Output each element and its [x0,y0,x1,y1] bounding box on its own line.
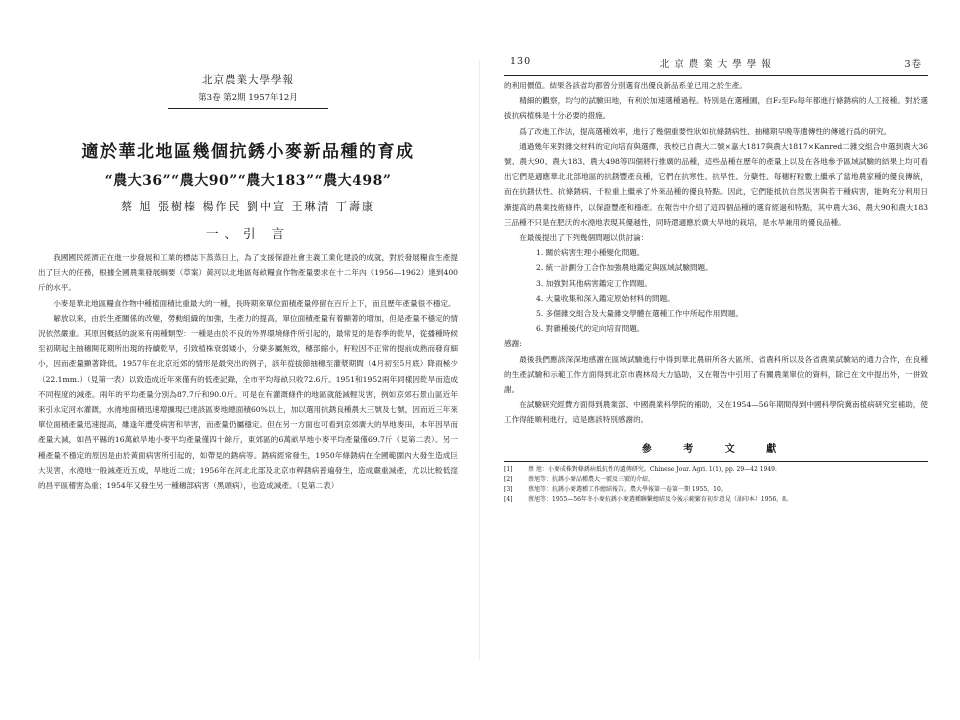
list-item: 5. 多個雜交組合及大量雜交學體在選種工作中所起作用問題。 [536,309,744,319]
body-paragraph: 我國國民經濟正在進一步發展和工業的標誌下蒸蒸日上，為了支援保證社會主義工業化建設的成就，對於發展糧食生產提出了巨大的任務，根據全國農業發展綱要（草案）黃河以北地區每畝糧食作物產量要求在十二年內（1956—1962）達到400斤的水平。 [38,253,458,293]
acknowledgement-paragraph: 在試驗研究經費方面得到農業部、中國農業科學院的補助，又在1954—56年期間得到中國科學院冀南植病研究室補助，使工作得能順利進行，這是應該特別感謝的。 [504,400,928,425]
article-subtitle: “農大36”“農大90”“農大183”“農大498” [104,173,392,189]
list-item: 6. 對雜種後代的定向培育問題。 [536,324,645,334]
author-list: 蔡 旭 張樹榛 楊作民 劉中宣 王琳清 丁壽康 [121,200,375,213]
volume-label: 3卷 [904,59,922,70]
list-item: 2. 統一計劃分工合作加強農地鑑定與區域試驗問題。 [536,263,713,273]
issue-line: 第3卷 第2期 1957年12月 [168,91,328,109]
references-rule [504,461,928,462]
reference-number: [1] [504,465,513,473]
reference-text: 蔡旭等：抗銹小麥品種農大一號及三號的介紹。 [528,475,655,483]
reference-item [504,485,928,495]
page-number: 130 [510,56,532,67]
body-paragraph: 解放以來，由於生產關係的改變，勞動組織的加強，生產力的提高，單位面積產量有着顯著的增加，但是產量不穩定的情況依然嚴重。其原因概括的說來有兩種類型：一種是由於不良的外界環境條件所引起的，最常見的是春季的乾旱，從播種時候至初期起主抽穗開花期所出現的持續乾旱，引致植株衰弱矮小，分蘖多屬無效，穗部縮小，籽粒因不正常的提前成熟而發育細小，因而產量顯著降低。1957年在北京近郊的情形是最突出的例子，該年從拔節抽穗至灌漿期間（4月初至5月底）降雨極少（22.1mm.）（見第一表）以致造成近年來僅有的低產記錄，全市平均每畝只收72.6斤。1951和1952兩年同樣因乾旱而造成不同程度的減產。兩年的平均產量分別為87.7斤和90.0斤。可是在有灌溉條件的地區就能減輕災害，例如京郊石景山區近年來引永定河水灌溉，水澆地面積迅速增擴現已達該區麥地總面積60%以上，加以選用抗銹良種農大三號及七號，因而近三年來單位面積產量迅速提高，雖逢年遭受病害和旱害，而產量仍屬穩定。但在另一方面也可看到京郊廣大的旱地麥田，本年因旱而產量大減，如昌平縣的16萬畝旱地小麥平均產量僅四十餘斤，東郊區的6萬畝旱地小麥平均產量僅69.7斤（見第二表）。另一種產量不穩定的原因是由於黃面病害所引起的，如帶見的銹病等。銹病經常發生，1950年條銹病在全國範圍內大發生造成巨大災害，水澆地一般減產近五成，旱地近二成；1956年在河北北部及北京市稈銹病普遍發生，造成嚴重減產，尤以比較低窪的昌平區稽害為重；1954年又發生另一種穗部病害（黑頭病），也造成減產。（見第二表） [38,313,458,491]
reference-number: [3] [504,485,513,493]
reference-number: [4] [504,495,513,503]
discussion-list [504,245,928,336]
reference-text: 蔡 旭：小麥成株對條銹病抵抗性的遺傳研究。Chinese Jour. Agri. 1(1), pp. 29—42 1949. [528,465,777,473]
acknowledgement-label: 感謝: [504,339,522,349]
list-item: 4. 大量收集和深入鑑定原始材料的問題。 [536,293,675,303]
body-paragraph: 在最後提出了下列幾個問題以供討論： [519,233,649,243]
reference-text: 蔡旭等：抗銹小麥選種工作總結報告。農大學報第一卷第一期 1955，10。 [528,485,727,493]
reference-item [504,465,928,475]
body-paragraph: 通過幾年來對雜交材料的定向培育與選擇，我校已自農大二號×嘉大1817與農大1817×Kanred二雜交組合中選到農大36號、農大90、農大183、農大498等四個將行推廣的品種，這些品種在歷年的產量上以及在各地參予區域試驗的結果上均可看出它們是適應華北北部地區的抗銹豐產良種，它們在抗寒性、抗旱性、分蘖性、每穗籽粒數上繼承了當地農家種的優良傳統，而在抗銹伏性、抗條銹病、千粒重上繼承了外來品種的優良特點。因此，它們能抵抗自然災害與若干種病害，能夠充分利用日漸提高的農業技術條件，以保證豐產和穩產。在報告中介紹了這四個品種的選育經過和特點，其中農大36、農大90和農大183三品種不只是在肥沃的水澆地表現其優越性，同時還適應於廣大旱地的栽培，是水旱兼用的優良品種。 [504,141,928,227]
journal-title: 北京農業大學學報 [202,74,294,86]
left-page [30,52,462,674]
reference-item [504,475,928,485]
journal-title: 北京農業大學學報 [659,59,776,70]
right-page [500,52,932,674]
section-heading: 一、引 言 [206,226,290,241]
reference-text: 蔡旭等：1955—56年冬小麥抗銹小麥選種聯繫總結及今後示範繁育初步意見（油印本）1956，8。 [528,495,792,503]
running-header [504,52,928,76]
body-paragraph: 精細的觀察，均勻的試驗田地，有利於加速選種過程。特別是在選種圃，自F₂至F₆每年都進行條銹病的人工接種。對於選拔抗病植株是十分必要的措施。 [504,96,928,121]
body-paragraph: 的利用價值。結果各該省均都曾分別選育出優良新品系並已用之於生產。 [504,81,747,90]
page-gutter [479,60,480,660]
reference-item [504,495,928,505]
article-title: 適於華北地區幾個抗銹小麥新品種的育成 [81,142,415,162]
list-item: 1. 關於病害生理小種變化問題。 [536,248,645,258]
references-heading: 參 考 文 獻 [641,443,791,455]
acknowledgement-paragraph: 最後我們應該深深地感謝在區域試驗進行中得到華北農研所各大區所、省農科所以及各省農業試驗站的通力合作，在良種的生產試驗和示範工作方面得到北京市農林局大力協助，又在報告中引用了有關農業單位的資料，除已在文中提出外，一併致謝。 [504,354,928,395]
body-paragraph: 小麥是華北地區糧食作物中種植面積比重最大的一種，長時期來單位面積產量停留在百斤上下，而且歷年產量很不穩定。 [53,298,456,308]
list-item: 3. 加強對其他病害鑑定工作問題。 [536,278,652,288]
reference-number: [2] [504,475,513,483]
body-paragraph: 爲了改進工作法，提高選種效率，進行了幾個重要性狀如抗條銹病性、抽穗期早晚等遺傳性的傳遞行爲的研究。 [519,126,892,136]
